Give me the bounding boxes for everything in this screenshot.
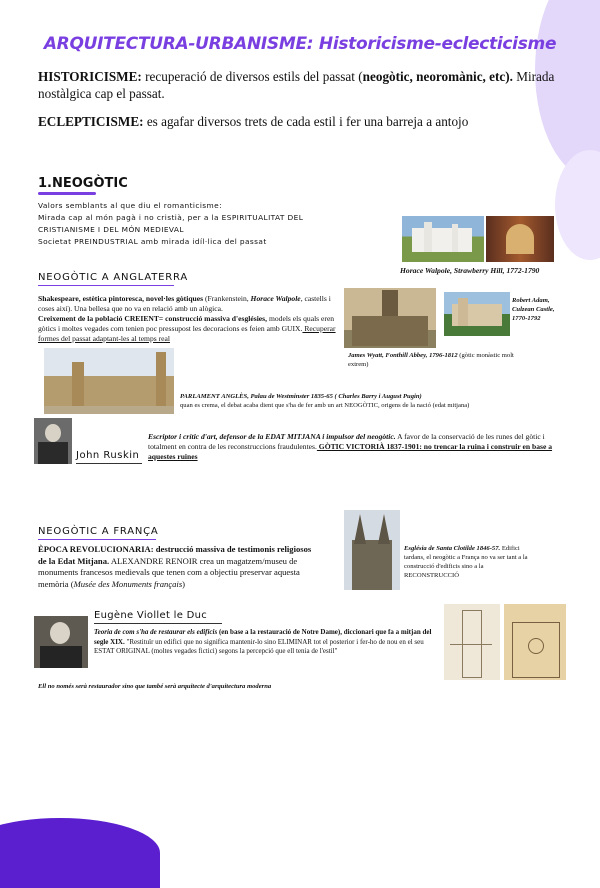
caption-adam: [512, 296, 572, 323]
ruskin-name-underline: [76, 463, 142, 464]
ruskin-text: A favor de la conservació de les runes del gòtic i totalment en contra de les reconstruccions fraudulentes.: [148, 432, 545, 451]
viollet-text: "Restituïr un edifici que no significa mantenir-lo sino ELIMINAR tot el posterior i fer-ho de nou en el seu ESTAT ORIGINAL (moltes vegades fictici) segons la percepció que ell tenia de l'estil": [94, 637, 424, 656]
viollet-footer-note: Ell no només serà restaurador sino que també serà arquitecte d'arquitectura moderna: [38, 683, 272, 690]
decor-blob-bottom-left: [0, 818, 160, 888]
strawberry-hill-interior-image: [486, 216, 554, 262]
viollet-bold-2: (en base a la restauració de Notre Dame), diccionari que fa a mitjan del segle XIX.: [94, 628, 432, 646]
page-title: ARQUITECTURA-URBANISME: Historicisme-eclecticisme: [43, 34, 557, 54]
viollet-sketch-spire-image: [444, 604, 500, 680]
subheading-france-underline: [38, 539, 156, 540]
historicisme-term: HISTORICISME:: [38, 69, 142, 84]
caption-walpole: Horace Walpole, Strawberry Hill, 1772-1790: [400, 266, 540, 275]
caption-wyatt-bold: James Wyatt, Fonthill Abbey, 1796-1812: [348, 352, 458, 359]
fonthill-abbey-image: [344, 288, 436, 348]
england-p1-text: (Frankenstein,: [203, 294, 251, 303]
england-p1-italic: Horace Walpole: [250, 294, 301, 303]
parliament-bold: PARLAMENT ANGLÈS, Palau de Westminster 1835-65 ( Charles Barry i August Pugin): [180, 393, 422, 400]
caption-clotilde-bold: Església de Santa Clotilde 1846-57.: [404, 545, 501, 552]
ruskin-portrait-image: [34, 418, 72, 464]
caption-wyatt-text: (gòtic monàstic molt extrem): [348, 352, 514, 368]
culzean-castle-image: [444, 292, 510, 336]
subheading-england-underline: [38, 285, 174, 286]
france-paragraph: [38, 544, 320, 590]
england-p2-text: models els quals eren gòtics i moltes vegades com tenien poc pressupost les decoracions es feien amb GUIX.: [38, 314, 335, 333]
parliament-text: quan es crema, el debat acaba dient que s'ha de fer amb un art NEOGÒTIC, origens de la nació (edat mitjana): [180, 402, 470, 409]
caption-adam-line: 1770-1792: [512, 315, 541, 322]
note-line: Mirada cap al món pagà i no cristià, per a la ESPIRITUALITAT DEL: [38, 213, 304, 222]
strawberry-hill-exterior-image: [402, 216, 484, 262]
decor-blob-right: [555, 150, 600, 260]
caption-adam-line: Robert Adam,: [512, 297, 550, 304]
france-p1-end: ): [182, 578, 186, 589]
viollet-name: Eugène Viollet le Duc: [94, 610, 208, 621]
section-heading-neogotic: 1.NEOGÒTIC: [38, 176, 128, 191]
eclecticisme-term: ECLEPTICISME:: [38, 114, 144, 129]
subheading-england: NEOGÒTIC A ANGLATERRA: [38, 272, 189, 283]
viollet-bold: Teoria de com s'ha de restaurar els edificis: [94, 628, 218, 636]
sainte-clotilde-image: [344, 510, 400, 590]
section-heading-underline: [38, 192, 96, 195]
note-line: Valors semblants al que diu el romanticisme:: [38, 201, 222, 210]
parliament-caption: [180, 392, 560, 410]
ruskin-bold: Escriptor i crític d'art, defensor de la EDAT MITJANA i impulsor del neogòtic.: [148, 432, 396, 441]
historicisme-text: recuperació de diversos estils del passat (: [141, 69, 363, 84]
historicisme-bold: neogòtic, neoromànic, etc).: [362, 69, 513, 84]
france-p1-text: ALEXANDRE RENOIR crea un magatzem/museu de monuments francesos medievals que tenen com a objectiu preservar aquesta memòria (: [38, 555, 300, 589]
subheading-france: NEOGÒTIC A FRANÇA: [38, 526, 159, 537]
england-p2-bold: Creixement de la població CREIENT= construcció massiva d'esglésies,: [38, 314, 268, 323]
caption-clotilde: [404, 544, 538, 580]
france-p1-italic: Musée des Monuments français: [73, 578, 183, 589]
note-line: Societat PREINDUSTRIAL amb mirada idíl·lica del passat: [38, 237, 267, 246]
ruskin-name: John Ruskin: [76, 450, 140, 461]
france-p1-bold: ÈPOCA REVOLUCIONARIA: destrucció massiva de testimonis religiosos de la Edat Mitjana.: [38, 544, 312, 566]
note-line: CRISTIANISME I DEL MÓN MEDIEVAL: [38, 225, 184, 234]
england-paragraph: [38, 294, 336, 344]
historicisme-paragraph: [38, 68, 558, 102]
historicisme-text-end: Mirada nostàlgica cap el passat.: [38, 69, 555, 101]
viollet-name-underline: [94, 623, 222, 624]
viollet-portrait-image: [34, 616, 88, 668]
ruskin-paragraph: [148, 432, 560, 462]
notre-dame-drawing-image: [504, 604, 566, 680]
england-p1-text-end: , castells i coses així). Una bellesa que no va en relació amb un alògica.: [38, 294, 331, 313]
ruskin-underline: GÒTIC VICTORIÀ 1837-1901: no trencar la ruina i construir en base a aquestes ruines: [148, 442, 553, 461]
westminster-palace-image: [44, 348, 174, 414]
caption-wyatt: [348, 351, 520, 369]
eclecticisme-text: es agafar diversos trets de cada estil i fer una barreja a antojo: [143, 114, 469, 129]
viollet-paragraph: [94, 628, 442, 657]
england-p2-underline: Recuperar formes del passat adaptant-les al temps real: [38, 324, 336, 343]
caption-adam-line: Culzean Castle,: [512, 306, 555, 313]
eclecticisme-paragraph: [38, 113, 558, 130]
neogotic-notes: [38, 200, 368, 248]
caption-clotilde-text: Edifici tardans, el neogòtic a França no va ser tant a la construcció d'edificis sino a la RECONSTRUCCIÓ: [404, 545, 528, 579]
england-p1-bold: Shakespeare, estètica pintoresca, novel·les gòtiques: [38, 294, 204, 303]
